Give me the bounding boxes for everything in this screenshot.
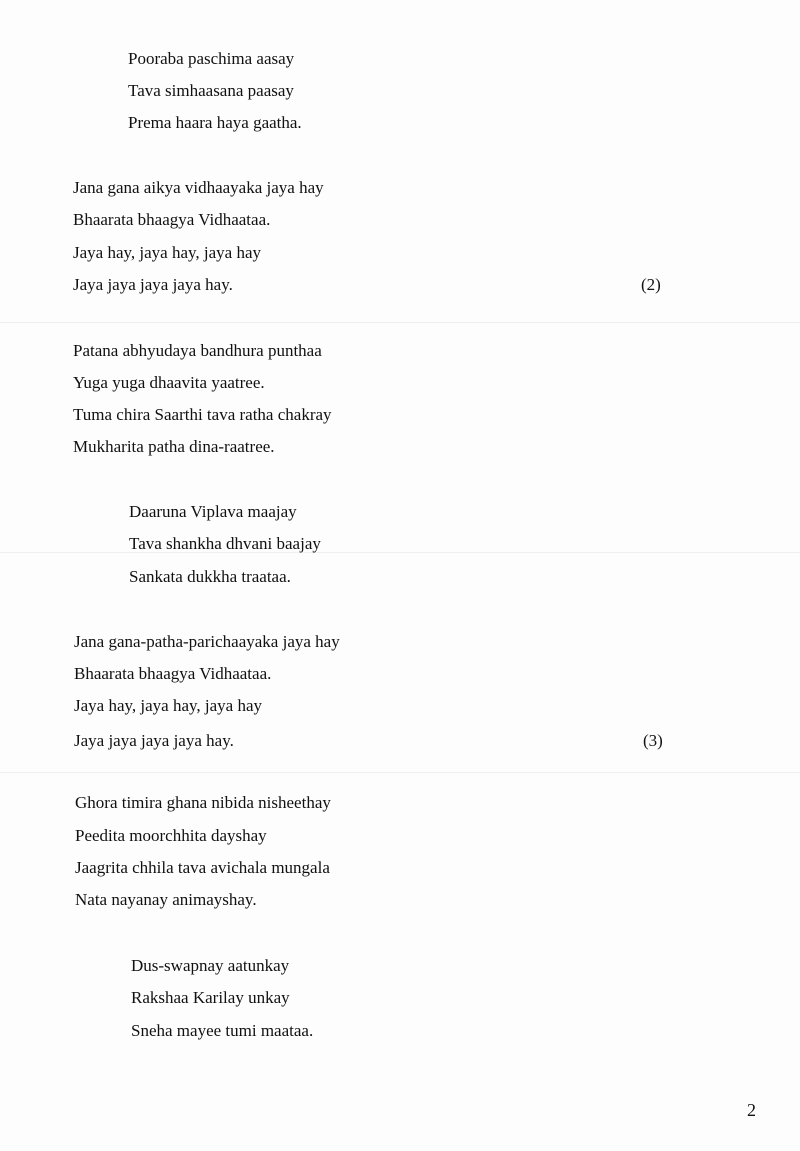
- verse-line: Jaya jaya jaya jaya hay.: [74, 731, 234, 750]
- verse-line: Sankata dukkha traataa.: [129, 567, 291, 586]
- verse-line: Tava simhaasana paasay: [128, 81, 294, 100]
- verse-line: Patana abhyudaya bandhura punthaa: [73, 341, 322, 360]
- verse-line: Bhaarata bhaagya Vidhaataa.: [73, 210, 271, 229]
- verse-line: Pooraba paschima aasay: [128, 49, 295, 68]
- verse-reference: (3): [643, 731, 663, 750]
- verse-line: Jaya jaya jaya jaya hay.: [73, 275, 233, 294]
- verse-line: Tuma chira Saarthi tava ratha chakray: [73, 405, 332, 424]
- verse-line: Jana gana aikya vidhaayaka jaya hay: [73, 178, 324, 197]
- verse-line: Daaruna Viplava maajay: [129, 502, 297, 521]
- verse-line: Jaya hay, jaya hay, jaya hay: [74, 696, 263, 715]
- verse-line: Yuga yuga dhaavita yaatree.: [73, 373, 265, 392]
- verse-line: Tava shankha dhvani baajay: [129, 534, 321, 553]
- verse-line: Bhaarata bhaagya Vidhaataa.: [74, 664, 272, 683]
- bleed-line: [0, 772, 800, 773]
- verse-line: Ghora timira ghana nibida nisheethay: [75, 793, 331, 812]
- verse-reference: (2): [641, 275, 661, 294]
- verse-line: Jana gana-patha-parichaayaka jaya hay: [74, 632, 340, 651]
- verse-line: Mukharita patha dina-raatree.: [73, 437, 275, 456]
- verse-line: Dus-swapnay aatunkay: [131, 956, 290, 975]
- verse-line: Sneha mayee tumi maataa.: [131, 1021, 314, 1040]
- verse-line: Peedita moorchhita dayshay: [75, 826, 267, 845]
- bleed-line: [0, 552, 800, 553]
- verse-line: Jaya hay, jaya hay, jaya hay: [73, 243, 262, 262]
- verse-line: Jaagrita chhila tava avichala mungala: [75, 858, 330, 877]
- page-number: 2: [747, 1100, 756, 1120]
- verse-line: Nata nayanay animayshay.: [75, 890, 257, 909]
- bleed-line: [0, 322, 800, 323]
- verse-line: Prema haara haya gaatha.: [128, 113, 302, 132]
- verse-line: Rakshaa Karilay unkay: [131, 988, 290, 1007]
